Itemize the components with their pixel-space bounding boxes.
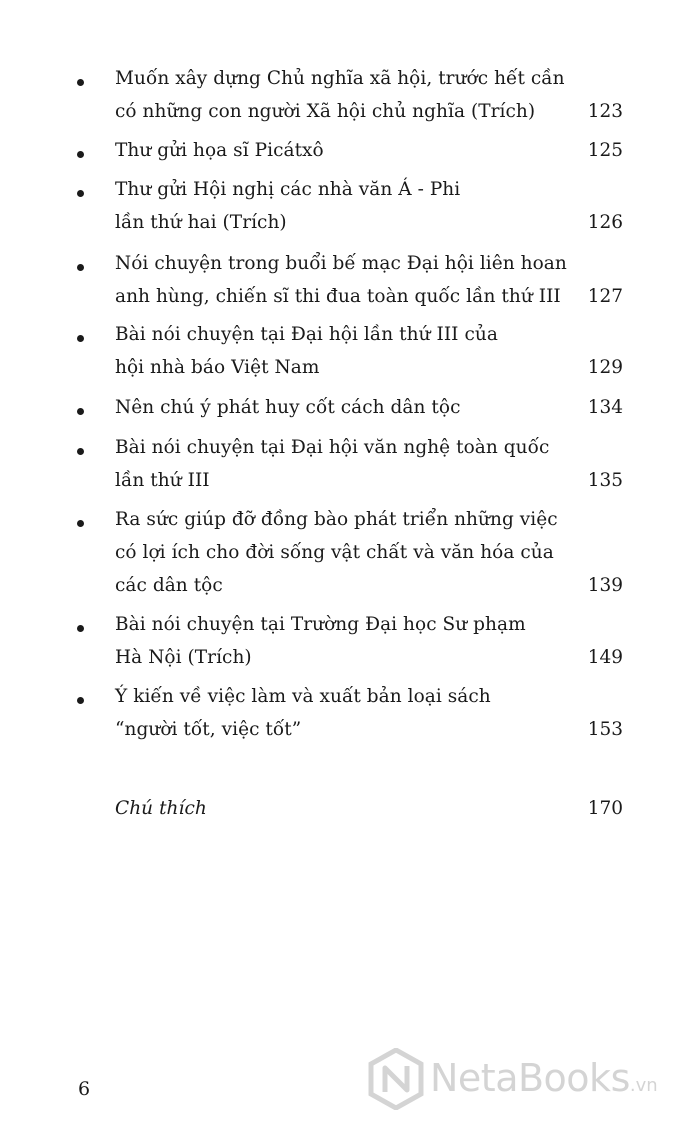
toc-entry-page: 123 bbox=[587, 101, 623, 122]
toc-entry-title-line: Thư gửi Hội nghị các nhà văn Á - Phi bbox=[115, 179, 461, 200]
toc-entry-title-line: Bài nói chuyện tại Đại hội văn nghệ toàn quốc bbox=[115, 437, 550, 458]
toc-entry-page: 126 bbox=[587, 212, 623, 233]
toc-entry-title-line: Bài nói chuyện tại Đại hội lần thứ III của bbox=[115, 324, 498, 345]
toc-entry-page: 129 bbox=[587, 357, 623, 378]
toc-entry-title-line: Bài nói chuyện tại Trường Đại học Sư phạm bbox=[115, 614, 526, 635]
toc-entry-page: 139 bbox=[587, 575, 623, 596]
toc-entry-page: 127 bbox=[587, 286, 623, 307]
netabooks-logo-icon bbox=[368, 1048, 424, 1110]
toc-entry-title-line: Nói chuyện trong buổi bế mạc Đại hội liên hoan bbox=[115, 253, 567, 274]
toc-entry-title-line: lần thứ hai (Trích) bbox=[115, 212, 287, 233]
bullet-icon bbox=[77, 335, 84, 342]
toc-entry-title-line: hội nhà báo Việt Nam bbox=[115, 357, 320, 378]
notes-label: Chú thích bbox=[115, 798, 207, 819]
bullet-icon bbox=[77, 448, 84, 455]
toc-entry-title-line: Nên chú ý phát huy cốt cách dân tộc bbox=[115, 397, 461, 418]
toc-entry-title-line: lần thứ III bbox=[115, 470, 210, 491]
toc-entry-title-line: có lợi ích cho đời sống vật chất và văn hóa của bbox=[115, 542, 554, 563]
watermark-tld: .vn bbox=[629, 1075, 658, 1096]
bullet-icon bbox=[77, 79, 84, 86]
toc-entry-page: 149 bbox=[587, 647, 623, 668]
toc-entry-page: 135 bbox=[587, 470, 623, 491]
bullet-icon bbox=[77, 697, 84, 704]
toc-entry-title-line: “người tốt, việc tốt” bbox=[115, 719, 302, 740]
toc-entry-title-line: anh hùng, chiến sĩ thi đua toàn quốc lần thứ III bbox=[115, 286, 561, 307]
bullet-icon bbox=[77, 190, 84, 197]
watermark-brand: NetaBooks bbox=[430, 1056, 630, 1100]
toc-entry-title-line: có những con người Xã hội chủ nghĩa (Trích) bbox=[115, 101, 536, 122]
bullet-icon bbox=[77, 408, 84, 415]
toc-entry-page: 134 bbox=[587, 397, 623, 418]
toc-entry-page: 125 bbox=[587, 140, 623, 161]
bullet-icon bbox=[77, 264, 84, 271]
notes-page: 170 bbox=[587, 798, 623, 819]
toc-entry-page: 153 bbox=[587, 719, 623, 740]
toc-entry-title-line: các dân tộc bbox=[115, 575, 223, 596]
watermark bbox=[368, 1048, 688, 1110]
toc-entry-title-line: Ra sức giúp đỡ đồng bào phát triển những việc bbox=[115, 509, 558, 530]
bullet-icon bbox=[77, 625, 84, 632]
toc-entry-title-line: Thư gửi họa sĩ Picátxô bbox=[115, 140, 324, 161]
page-number: 6 bbox=[78, 1078, 91, 1100]
toc-entry-title-line: Ý kiến về việc làm và xuất bản loại sách bbox=[115, 686, 491, 707]
watermark-text bbox=[430, 1056, 658, 1100]
toc-entry-title-line: Hà Nội (Trích) bbox=[115, 647, 252, 668]
toc-entry-title-line: Muốn xây dựng Chủ nghĩa xã hội, trước hết cần bbox=[115, 68, 565, 89]
bullet-icon bbox=[77, 151, 84, 158]
bullet-icon bbox=[77, 520, 84, 527]
